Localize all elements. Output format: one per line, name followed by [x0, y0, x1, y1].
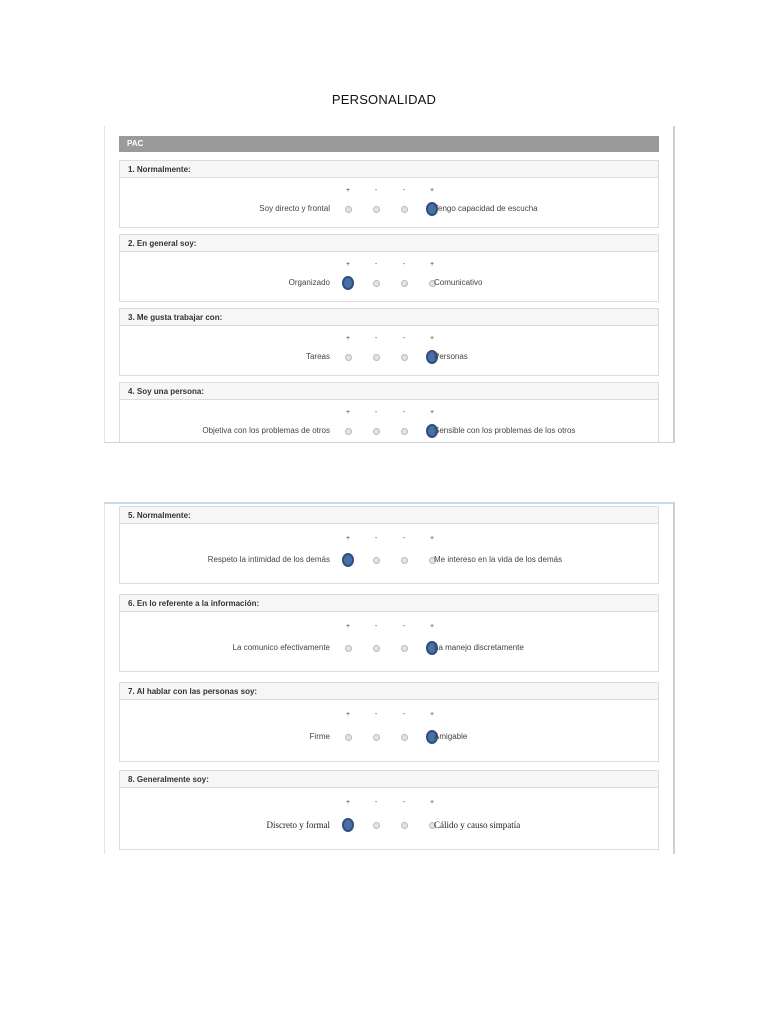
radio-option-2[interactable] — [373, 734, 380, 741]
right-option-label: Comunicativo — [434, 278, 483, 287]
scale-sign: - — [374, 409, 378, 416]
left-option-label: Discreto y formal — [266, 820, 330, 830]
scale-sign: - — [374, 711, 378, 718]
scale-sign: + — [345, 335, 351, 342]
right-option-label: Personas — [434, 352, 468, 361]
scale-sign: - — [402, 335, 406, 342]
scale-sign: + — [429, 623, 435, 630]
question-body — [119, 612, 659, 672]
radio-option-3[interactable] — [401, 206, 408, 213]
question-body — [119, 252, 659, 302]
scale-sign: + — [429, 711, 435, 718]
question-title: 6. En lo referente a la información: — [119, 594, 659, 612]
radio-option-1-selected[interactable] — [342, 818, 354, 832]
radio-option-3[interactable] — [401, 734, 408, 741]
scale-sign: + — [429, 409, 435, 416]
left-option-label: Tareas — [305, 352, 330, 361]
scale-sign: - — [402, 261, 406, 268]
radio-option-3[interactable] — [401, 280, 408, 287]
page-title: PERSONALIDAD — [331, 92, 437, 107]
scale-sign: - — [402, 799, 406, 806]
scale-sign: + — [345, 261, 351, 268]
right-option-label: Amigable — [434, 732, 468, 741]
scale-sign: + — [429, 535, 435, 542]
left-option-label: Objetiva con los problemas de otros — [202, 426, 330, 435]
right-option-label: La manejo discretamente — [434, 643, 524, 652]
radio-option-3[interactable] — [401, 822, 408, 829]
left-option-label: Respeto la intimidad de los demás — [207, 555, 330, 564]
question-2 — [119, 234, 659, 302]
scale-sign: + — [429, 335, 435, 342]
question-title: 2. En general soy: — [119, 234, 659, 252]
scale-sign: - — [402, 711, 406, 718]
radio-option-2[interactable] — [373, 822, 380, 829]
question-title: 1. Normalmente: — [119, 160, 659, 178]
right-option-label: Cálido y causo simpatía — [434, 820, 521, 830]
radio-option-3[interactable] — [401, 557, 408, 564]
scale-sign: + — [345, 535, 351, 542]
scale-sign: + — [345, 409, 351, 416]
question-body — [119, 700, 659, 762]
radio-option-1[interactable] — [345, 354, 352, 361]
radio-option-2[interactable] — [373, 428, 380, 435]
question-3 — [119, 308, 659, 376]
scale-sign: + — [345, 711, 351, 718]
radio-option-2[interactable] — [373, 280, 380, 287]
scale-sign: - — [402, 187, 406, 194]
question-8 — [119, 770, 659, 850]
question-body — [119, 524, 659, 584]
question-title: 3. Me gusta trabajar con: — [119, 308, 659, 326]
question-body — [119, 326, 659, 376]
scale-sign: + — [429, 187, 435, 194]
radio-option-3[interactable] — [401, 428, 408, 435]
scale-sign: - — [374, 335, 378, 342]
left-option-label: Soy directo y frontal — [259, 204, 330, 213]
radio-option-3[interactable] — [401, 645, 408, 652]
scale-sign: - — [402, 535, 406, 542]
radio-option-1-selected[interactable] — [342, 276, 354, 290]
scale-sign: - — [374, 187, 378, 194]
left-option-label: Organizado — [288, 278, 330, 287]
scale-sign: - — [374, 261, 378, 268]
radio-option-2[interactable] — [373, 354, 380, 361]
question-title: 4. Soy una persona: — [119, 382, 659, 400]
question-1 — [119, 160, 659, 228]
scale-sign: - — [402, 623, 406, 630]
radio-option-1-selected[interactable] — [342, 553, 354, 567]
radio-option-2[interactable] — [373, 645, 380, 652]
radio-option-1[interactable] — [345, 206, 352, 213]
radio-option-2[interactable] — [373, 206, 380, 213]
question-body — [119, 178, 659, 228]
question-6 — [119, 594, 659, 672]
radio-option-2[interactable] — [373, 557, 380, 564]
form-screenshot-1 — [104, 126, 675, 443]
scale-sign: + — [345, 799, 351, 806]
scale-sign: - — [402, 409, 406, 416]
left-option-label: Firme — [309, 732, 330, 741]
form-screenshot-2 — [104, 502, 675, 854]
scale-sign: - — [374, 535, 378, 542]
scale-sign: - — [374, 623, 378, 630]
question-7 — [119, 682, 659, 762]
radio-option-1[interactable] — [345, 645, 352, 652]
question-body — [119, 400, 659, 443]
question-title: 8. Generalmente soy: — [119, 770, 659, 788]
right-option-label: Sensible con los problemas de los otros — [434, 426, 576, 435]
scale-sign: - — [374, 799, 378, 806]
left-option-label: La comunico efectivamente — [232, 643, 330, 652]
radio-option-1[interactable] — [345, 734, 352, 741]
right-option-label: Me intereso en la vida de los demás — [434, 555, 563, 564]
scale-sign: + — [345, 187, 351, 194]
form-header-bar: PAC — [119, 136, 659, 152]
question-title: 5. Normalmente: — [119, 506, 659, 524]
right-option-label: Tengo capacidad de escucha — [434, 204, 538, 213]
question-title: 7. Al hablar con las personas soy: — [119, 682, 659, 700]
scale-sign: + — [345, 623, 351, 630]
radio-option-1[interactable] — [345, 428, 352, 435]
question-5 — [119, 506, 659, 584]
question-4 — [119, 382, 659, 443]
scale-sign: + — [429, 799, 435, 806]
question-body — [119, 788, 659, 850]
scale-sign: + — [429, 261, 435, 268]
radio-option-3[interactable] — [401, 354, 408, 361]
